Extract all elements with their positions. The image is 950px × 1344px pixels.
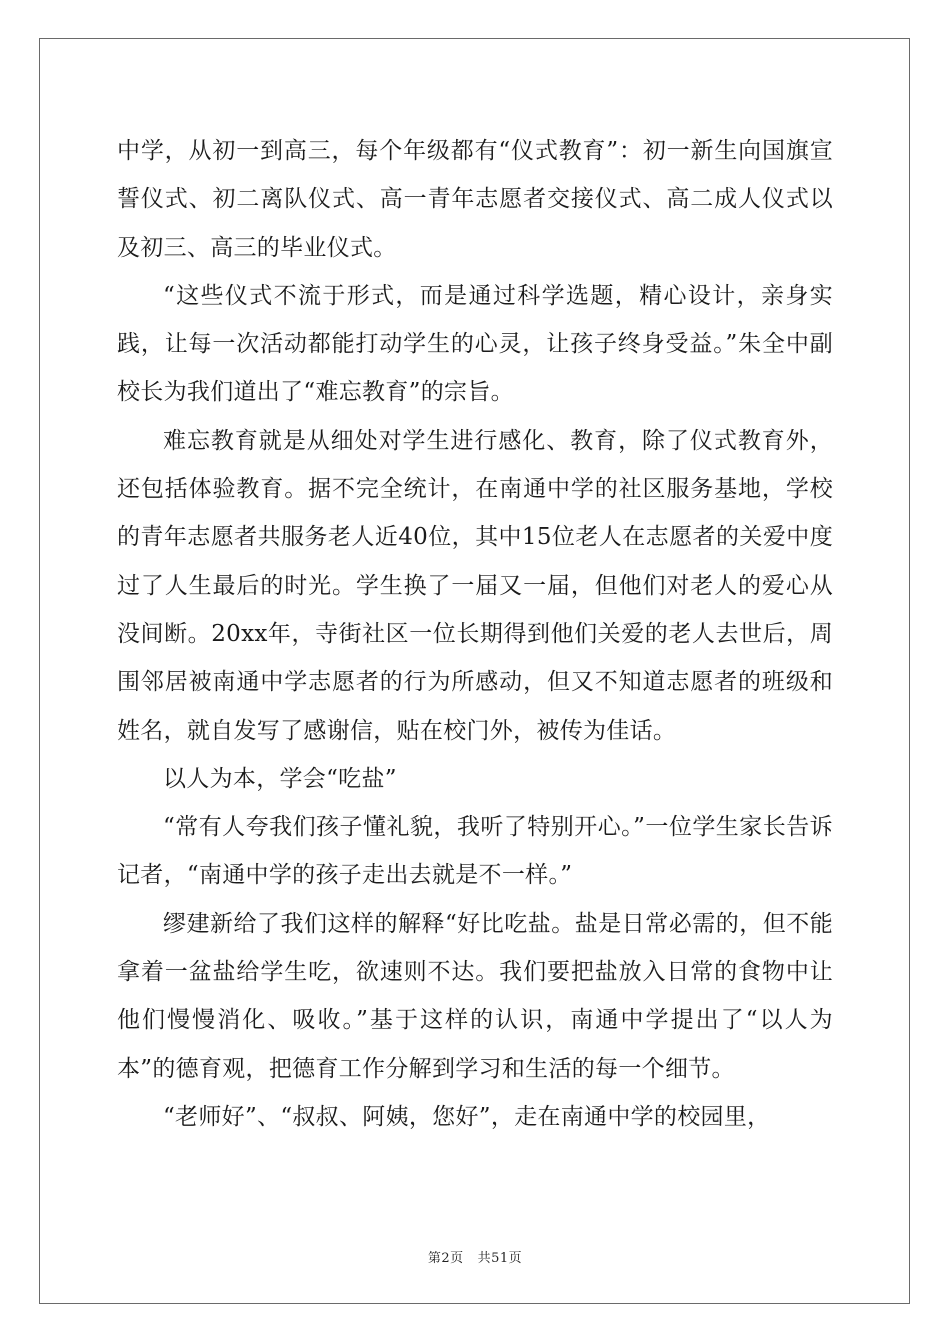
paragraph-6: 缪建新给了我们这样的解释“好比吃盐。盐是日常必需的，但不能拿着一盆盐给学生吃，欲速则不达。我们要把盐放入日常的食物中让他们慢慢消化、吸收。”基于这样的认识，南通中学提出了“以人为本”的德育观，把德育工作分解到学习和生活的每一个细节。	[117, 910, 833, 1082]
page-total: 共51页	[477, 1251, 523, 1266]
section-heading: 以人为本，学会“吃盐”	[163, 765, 397, 792]
paragraph-2: “这些仪式不流于形式，而是通过科学选题，精心设计，亲身实践，让每一次活动都能打动学生的心灵，让孩子终身受益。”朱全中副校长为我们道出了“难忘教育”的宗旨。	[117, 282, 833, 406]
page-footer	[0, 1247, 950, 1266]
page-number: 第2页	[427, 1251, 464, 1266]
paragraph-1: 中学，从初一到高三，每个年级都有“仪式教育”：初一新生向国旗宣誓仪式、初二离队仪式、高一青年志愿者交接仪式、高二成人仪式以及初三、高三的毕业仪式。	[117, 138, 833, 261]
paragraph-3: 难忘教育就是从细处对学生进行感化、教育，除了仪式教育外，还包括体验教育。据不完全统计，在南通中学的社区服务基地，学校的青年志愿者共服务老人近40位，其中15位老人在志愿者的关爱中度过了人生最后的时光。学生换了一届又一届，但他们对老人的爱心从没间断。20xx年，寺街社区一位长期得到他们关爱的老人去世后，周围邻居被南通中学志愿者的行为所感动，但又不知道志愿者的班级和姓名，就自发写了感谢信，贴在校门外，被传为佳话。	[117, 427, 833, 744]
paragraph-7: “老师好”、“叔叔、阿姨，您好”，走在南通中学的校园里，	[163, 1103, 771, 1130]
document-body	[117, 127, 833, 1141]
paragraph-5: “常有人夸我们孩子懂礼貌，我听了特别开心。”一位学生家长告诉记者，“南通中学的孩子走出去就是不一样。”	[117, 814, 833, 889]
